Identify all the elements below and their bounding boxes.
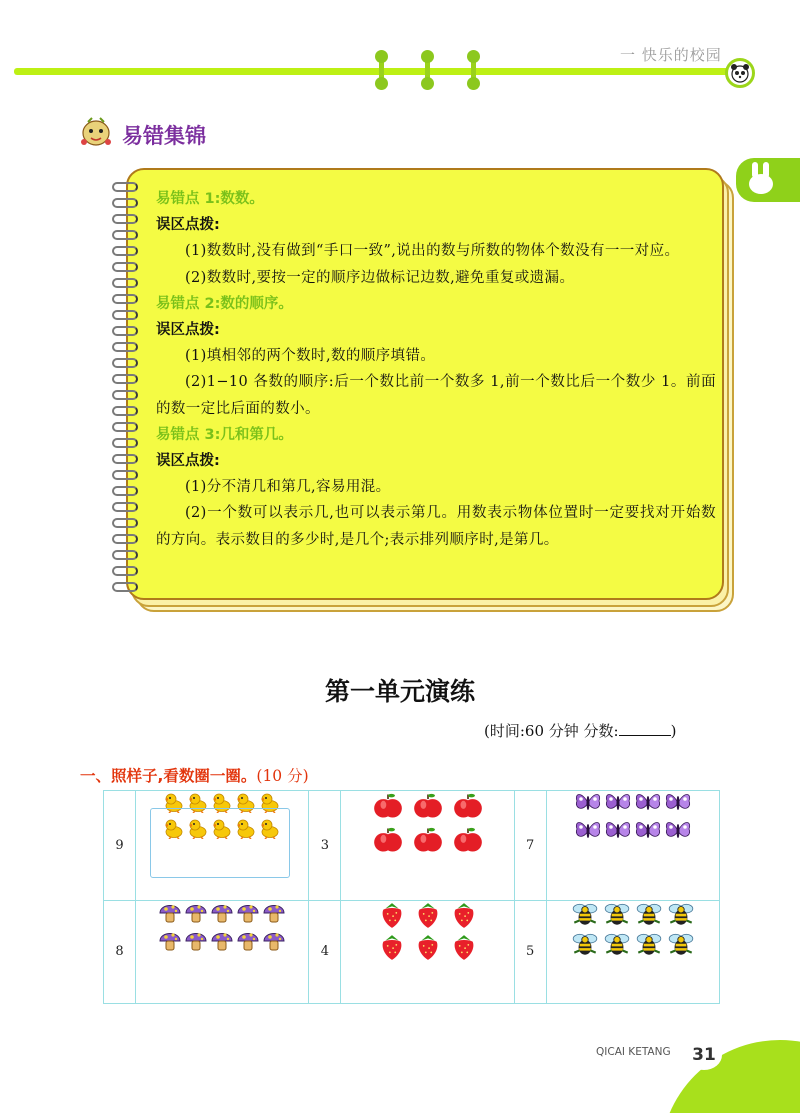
spiral-ring [112,390,138,400]
apple-icon [413,791,443,821]
error-points [156,186,716,553]
bee-icon [570,931,600,957]
cell-number: 9 [104,791,136,901]
spiral-ring [112,342,138,352]
picture-area [341,791,513,900]
footer-brand: QICAI KETANG [596,1046,671,1058]
spiral-ring [112,534,138,544]
icon-row [570,901,696,927]
mushroom-icon [158,929,182,953]
picture-area [547,901,719,1003]
panda-icon [725,58,755,88]
duck-group[interactable] [136,791,309,901]
apple-icon [413,825,443,855]
bee-icon [570,901,600,927]
spiral-ring [112,198,138,208]
spiral-ring [112,374,138,384]
error-point [156,291,716,422]
picture-area [547,791,719,900]
butterfly-icon [574,791,602,815]
cell-number: 3 [309,791,341,901]
mushroom-icon [184,929,208,953]
counting-grid [103,790,720,1004]
bee-group[interactable] [546,900,719,1003]
icon-row [574,819,692,843]
error-point-title: 易错点 1:数数。 [156,191,264,207]
duck-icon [187,791,209,813]
mushroom-icon [210,929,234,953]
butterfly-icon [634,791,662,815]
duck-icon [259,817,281,839]
tip-label: 误区点拨: [156,217,220,234]
bee-icon [634,931,664,957]
spiral-ring [112,582,138,592]
tip-line: (2)一个数可以表示几,也可以表示第几。用数表示物体位置时一定要找对开始数的方向。表示数目的多少时,是几个;表示排列顺序时,是第几。 [156,505,716,548]
icon-row [158,929,286,953]
spiral-ring [112,454,138,464]
error-point-title: 易错点 3:几和第几。 [156,426,293,443]
spiral-ring [112,262,138,272]
mushroom-icon [262,929,286,953]
butterfly-group[interactable] [546,791,719,901]
strawberry-icon [379,901,405,929]
icon-row [163,817,281,839]
icon-row [379,901,477,929]
spiral-ring [112,502,138,512]
apple-icon [373,825,403,855]
mushroom-icon [184,901,208,925]
icon-row [373,791,483,821]
butterfly-icon [604,819,632,843]
chapter-title: 一 快乐的校园 [620,46,722,64]
bee-icon [666,901,696,927]
strawberry-icon [451,933,477,961]
apple-group[interactable] [341,791,514,901]
tip-line: (1)分不清几和第几,容易用混。 [185,479,391,496]
error-point-title: 易错点 2:数的顺序。 [156,295,293,312]
mushroom-icon [236,901,260,925]
spiral-ring [112,246,138,256]
strawberry-icon [415,901,441,929]
cell-number: 8 [104,900,136,1003]
butterfly-icon [574,819,602,843]
spiral-ring [112,438,138,448]
header-tick [379,53,384,87]
spiral-ring [112,518,138,528]
mushroom-group[interactable] [136,900,309,1003]
bee-icon [602,931,632,957]
spiral-ring [112,406,138,416]
strawberry-group[interactable] [341,900,514,1003]
icon-row [570,931,696,957]
score-blank[interactable] [619,722,671,736]
icon-row [163,791,281,813]
footer-decoration [660,1040,800,1113]
question-label: 一、照样子,看数圈一圈。 [80,767,257,785]
icon-row [574,791,692,815]
unit-title: 第一单元演练 [324,677,475,706]
cell-number: 5 [514,900,546,1003]
tip-line: (2)1−10 各数的顺序:后一个数比前一个数多 1,前一个数比后一个数少 1。前面的数一定比后面的数小。 [156,374,716,417]
duck-icon [163,791,185,813]
spiral-ring [112,470,138,480]
spiral-ring [112,422,138,432]
strawberry-icon [379,933,405,961]
duck-icon [235,817,257,839]
error-point [156,422,716,553]
tip-label: 误区点拨: [156,322,220,339]
mushroom-icon [236,929,260,953]
bee-icon [634,901,664,927]
tip-line: (2)数数时,要按一定的顺序边做标记边数,避免重复或遗漏。 [185,269,575,286]
butterfly-icon [604,791,632,815]
question-score: (10 分) [256,767,309,785]
question-title [80,764,309,786]
icon-row [379,933,477,961]
mushroom-icon [262,901,286,925]
spiral-ring [112,326,138,336]
picture-area [136,791,308,900]
icon-row [158,901,286,925]
spiral-ring [112,358,138,368]
bunny-tab-icon [736,158,800,202]
cell-number: 7 [514,791,546,901]
time-text: (时间:60 分钟 分数: [484,722,619,740]
butterfly-icon [664,819,692,843]
icon-row [373,825,483,855]
strawberry-icon [415,933,441,961]
time-close: ) [670,722,677,740]
bee-icon [666,931,696,957]
duck-icon [211,817,233,839]
header-tick [471,53,476,87]
apple-icon [373,791,403,821]
duck-icon [211,791,233,813]
spiral-ring [112,550,138,560]
mushroom-icon [210,901,234,925]
strawberry-icon [451,901,477,929]
page-number: 31 [686,1040,722,1070]
picture-area [136,901,308,1003]
section-title: 易错集锦 [122,124,206,148]
header-tick [425,53,430,87]
tip-line: (1)填相邻的两个数时,数的顺序填错。 [185,348,436,365]
tip-line: (1)数数时,没有做到“手口一致”,说出的数与所数的物体个数没有一一对应。 [185,243,680,260]
spiral-ring [112,486,138,496]
error-point [156,186,716,291]
spiral-ring [112,294,138,304]
duck-icon [163,817,185,839]
cell-number: 4 [309,900,341,1003]
duck-icon [187,817,209,839]
apple-icon [453,791,483,821]
spiral-ring [112,214,138,224]
spiral-ring [112,278,138,288]
time-score-line [484,720,676,741]
butterfly-icon [634,819,662,843]
tip-label: 误区点拨: [156,453,220,470]
apple-icon [453,825,483,855]
duck-icon [259,791,281,813]
picture-area [341,901,513,1003]
duck-icon [235,791,257,813]
mascot-icon [78,116,114,150]
butterfly-icon [664,791,692,815]
spiral-ring [112,310,138,320]
spiral-ring [112,182,138,192]
bee-icon [602,901,632,927]
spiral-ring [112,566,138,576]
spiral-ring [112,230,138,240]
mushroom-icon [158,901,182,925]
